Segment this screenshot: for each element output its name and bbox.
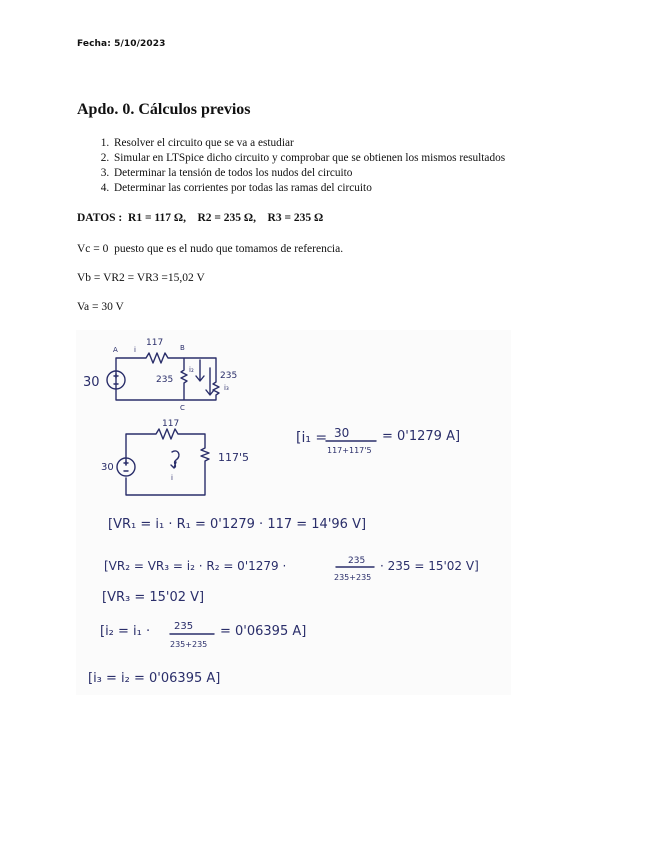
- eq-vr1: [VR₁ = i₁ · R₁ = 0'1279 · 117 = 14'96 V]: [108, 517, 367, 532]
- eq-i2: [100, 621, 306, 649]
- vb-line: Vb = VR2 = VR3 =15,02 V: [77, 272, 205, 284]
- c2-i-label: i: [171, 474, 173, 482]
- c1-node-a: A: [113, 346, 118, 354]
- c1-r1-label: 117: [146, 338, 164, 348]
- c1-node-c: C: [180, 404, 185, 412]
- eq-vr3: [VR₃ = 15'02 V]: [102, 590, 205, 605]
- eq-vr2-lhs: [VR₂ = VR₃ = i₂ · R₂ = 0'1279 ·: [104, 559, 287, 573]
- list-item: 4. Determinar las corrientes por todas las ramas del circuito: [112, 181, 505, 196]
- c1-i2-label: i₂: [189, 366, 194, 374]
- eq-i2-lhs: [i₂ = i₁ ·: [100, 624, 151, 639]
- datos-line: DATOS : R1 = 117 Ω, R2 = 235 Ω, R3 = 235 Ω: [77, 212, 324, 224]
- c1-source-label: 30: [83, 375, 100, 390]
- date-header: Fecha: 5/10/2023: [77, 39, 166, 49]
- circuit-1: [83, 338, 237, 412]
- eq-i1-lhs: [i₁ =: [296, 430, 328, 446]
- eq-vr2-den: 235+235: [334, 573, 372, 582]
- eq-i1: [296, 426, 460, 455]
- eq-i2-den: 235+235: [170, 640, 208, 649]
- va-line: Va = 30 V: [77, 301, 124, 313]
- circuit-2: [101, 419, 249, 495]
- eq-i2-num: 235: [174, 621, 194, 632]
- handwritten-notes-svg: [76, 330, 511, 695]
- eq-vr2: [104, 556, 479, 582]
- vc-line: Vc = 0 puesto que es el nudo que tomamos de referencia.: [77, 243, 344, 255]
- eq-i3: [i₃ = i₂ = 0'06395 A]: [88, 671, 221, 686]
- c1-current-label: i: [134, 346, 136, 354]
- c2-source-label: 30: [101, 462, 114, 473]
- list-item: 3. Determinar la tensión de todos los nudos del circuito: [112, 166, 505, 181]
- eq-vr2-res: · 235 = 15'02 V]: [380, 559, 479, 573]
- section-title: Apdo. 0. Cálculos previos: [77, 101, 251, 118]
- eq-i1-res: = 0'1279 A]: [382, 429, 461, 444]
- c1-i3-label: i₃: [224, 384, 229, 392]
- eq-i2-res: = 0'06395 A]: [220, 624, 307, 639]
- c2-r1-label: 117: [162, 419, 180, 429]
- steps-list: [77, 136, 505, 196]
- c2-req-label: 117'5: [218, 451, 250, 464]
- eq-i1-num: 30: [334, 426, 350, 440]
- list-item: 2. Simular en LTSpice dicho circuito y comprobar que se obtienen los mismos resultados: [112, 151, 505, 166]
- handwritten-notes-photo: [76, 330, 511, 695]
- eq-i1-den: 117+117'5: [327, 446, 372, 455]
- c1-r2-label: 235: [156, 375, 174, 385]
- c1-node-b: B: [180, 344, 185, 352]
- c1-r3-label: 235: [220, 371, 238, 381]
- list-item: 1. Resolver el circuito que se va a estudiar: [112, 136, 505, 151]
- eq-vr2-num: 235: [348, 556, 366, 566]
